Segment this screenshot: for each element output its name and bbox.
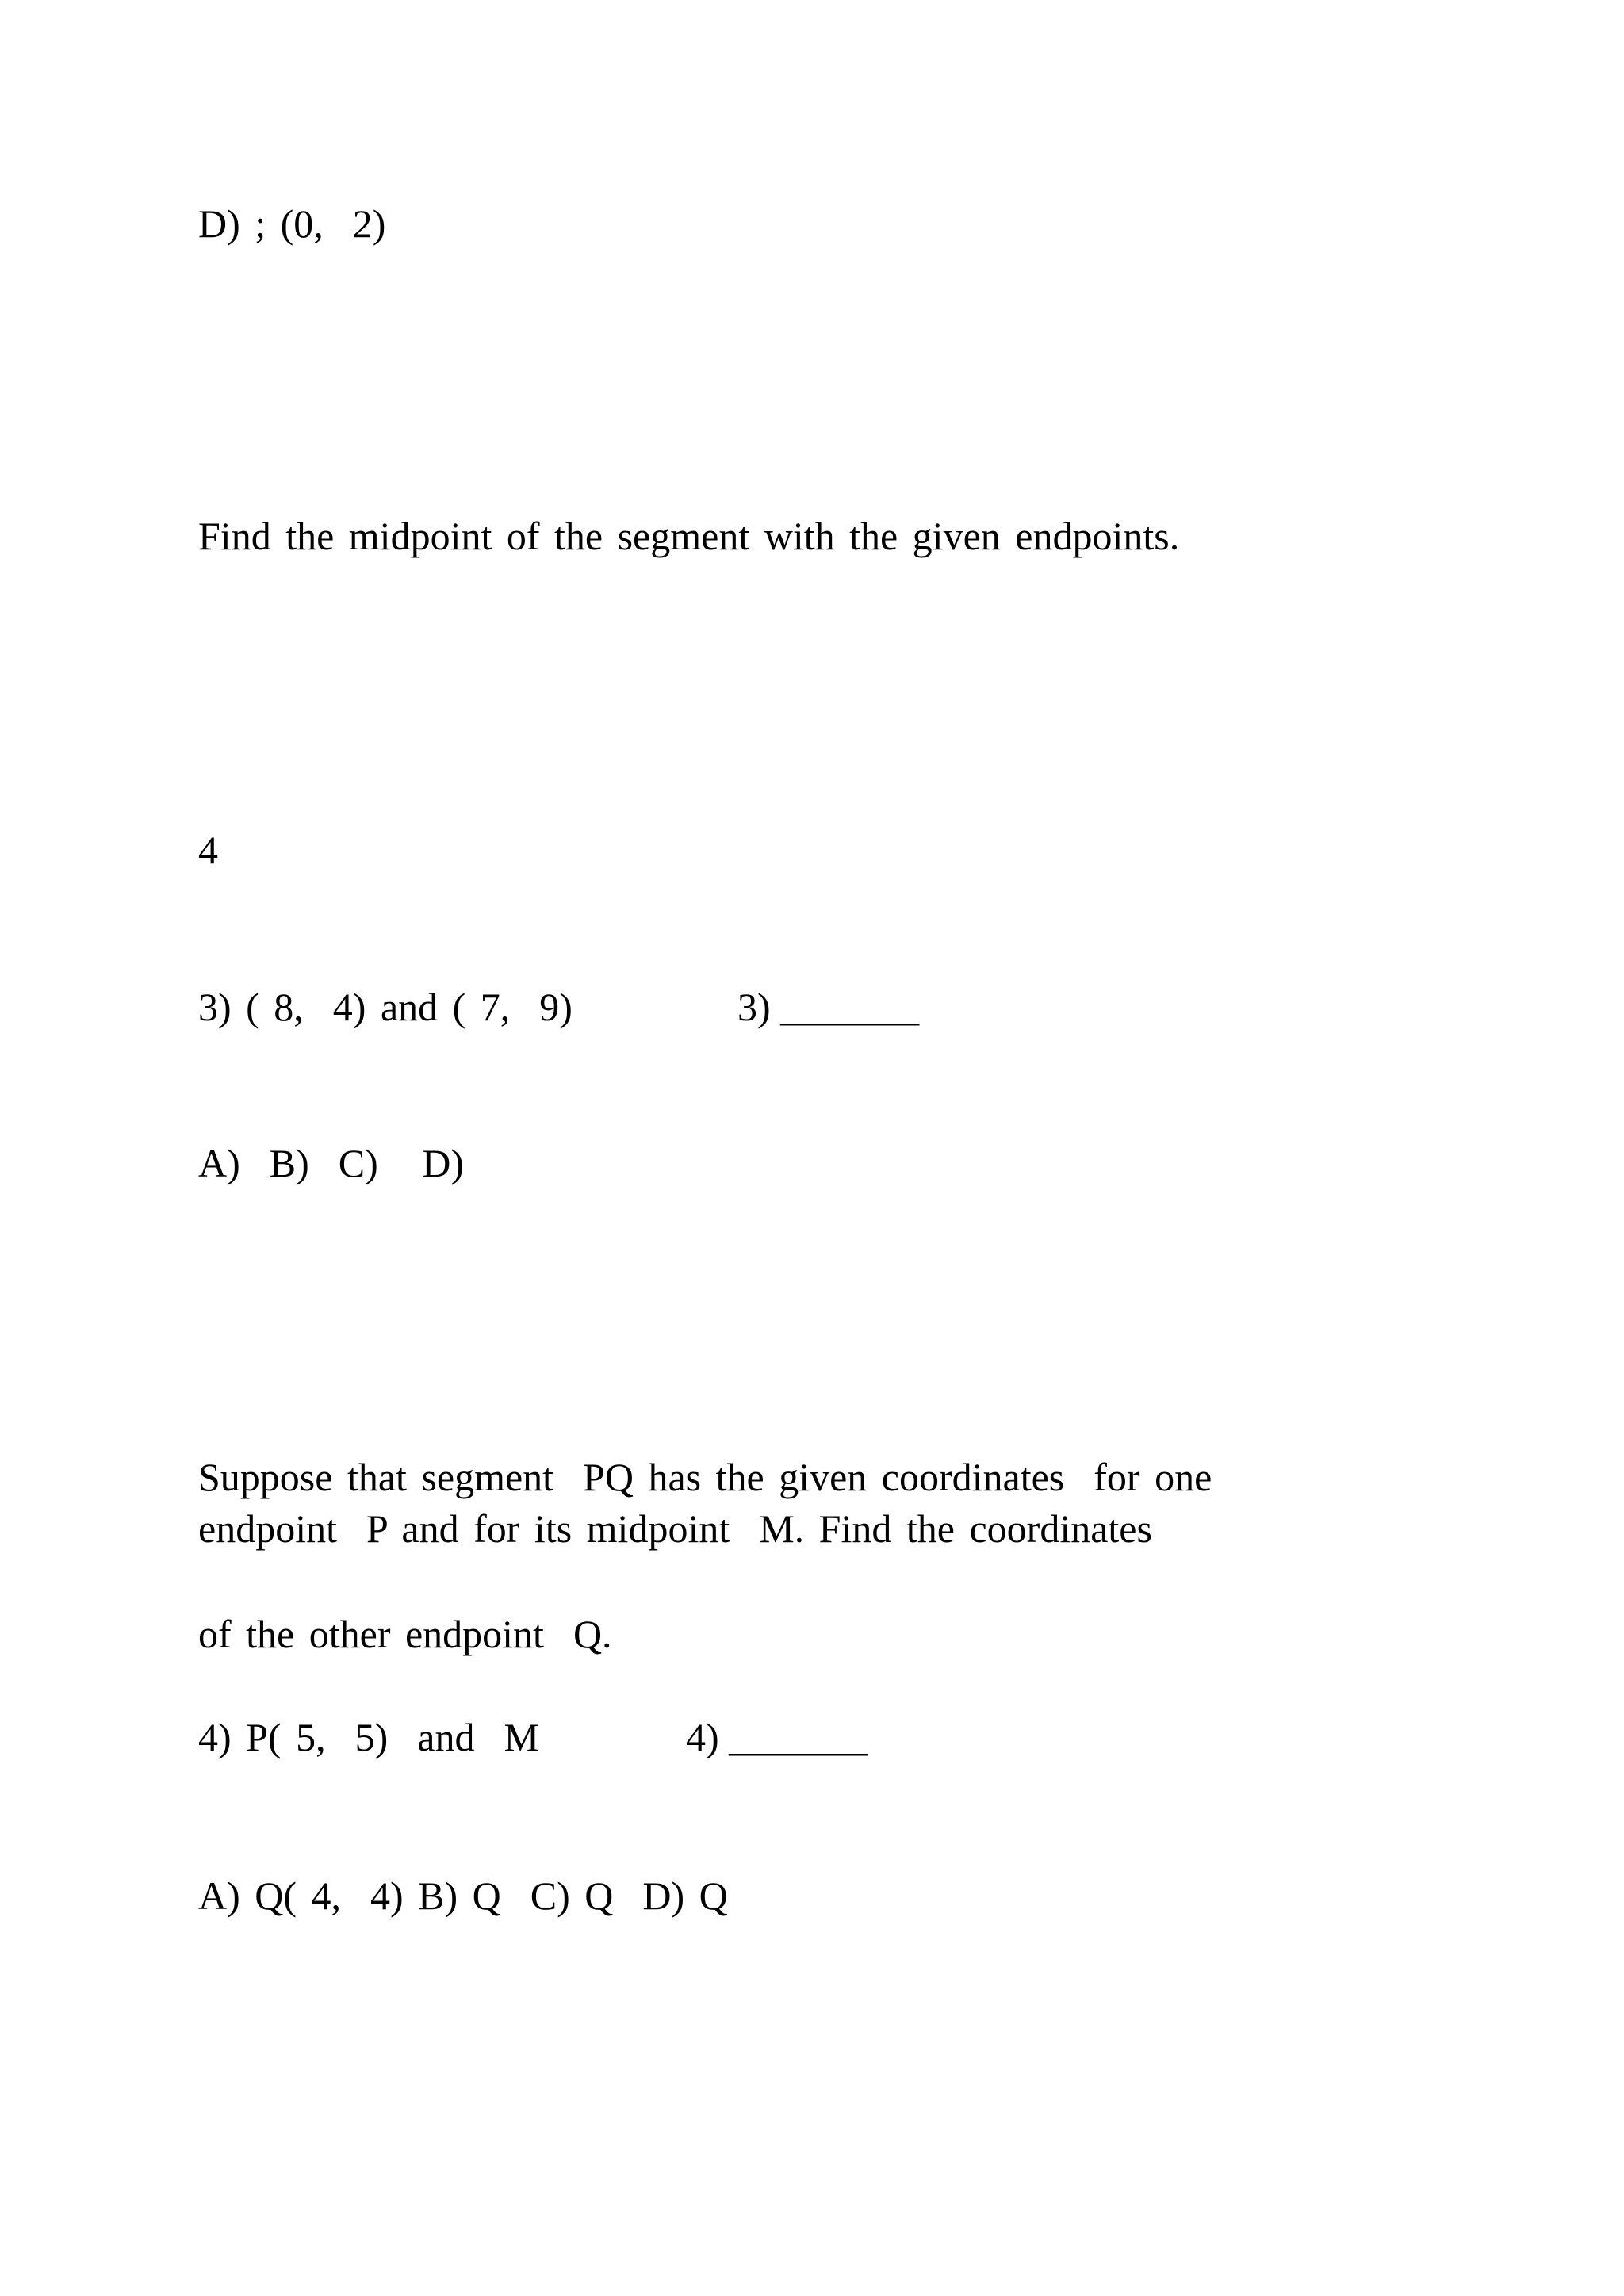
question-4-choices: A) Q( 4, 4) B) Q C) Q D) Q bbox=[198, 1873, 728, 1918]
stray-number: 4 bbox=[198, 828, 218, 872]
question-3-answer-blank: 3) _______ bbox=[737, 985, 920, 1029]
section-instruction-line-1: Suppose that segment PQ has the given coordinates for one bbox=[198, 1455, 1212, 1499]
question-3-choices: A) B) C) D) bbox=[198, 1141, 465, 1185]
section-instruction-line-2: endpoint P and for its midpoint M. Find the coordinates bbox=[198, 1506, 1152, 1551]
previous-choice-d: D) ; (0, 2) bbox=[198, 201, 386, 246]
section-instruction-line-3: of the other endpoint Q. bbox=[198, 1612, 612, 1656]
question-4-prompt: 4) P( 5, 5) and M bbox=[198, 1715, 539, 1759]
question-3-prompt: 3) ( 8, 4) and ( 7, 9) bbox=[198, 985, 573, 1029]
question-4-answer-blank: 4) _______ bbox=[686, 1715, 868, 1759]
section-instruction-midpoint: Find the midpoint of the segment with the given endpoints. bbox=[198, 514, 1180, 558]
